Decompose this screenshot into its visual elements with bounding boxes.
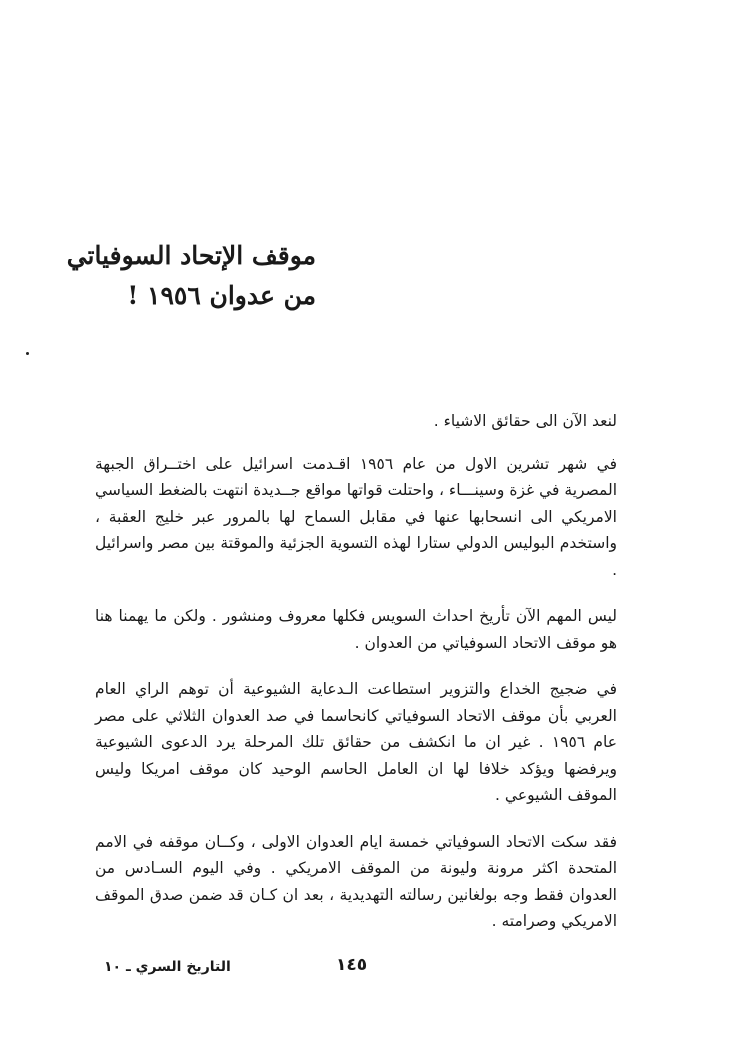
running-footer-title: التاريخ السري ـ ١٠ — [104, 959, 231, 975]
scan-speck — [26, 352, 29, 355]
paragraph-propaganda: في ضجيج الخداع والتزوير استطاعت الـدعاية الشيوعية أن توهم الراي العام العربي بأن موقف الاتحاد السوفياتي كانحاسما في صد العدوان الثلاثي على مصر عام ١٩٥٦ . غير ان ما انكشف من حقائق تلك المرحلة يرد الدعوى الشيوعية ويرفضها ويؤكد خلافا لها ان العامل الحاسم الوحيد كان موقف امريكا وليس الموقف الشيوعي . — [95, 680, 618, 804]
chapter-title — [56, 236, 316, 316]
paragraph-intro: لنعد الآن الى حقائق الاشياء . — [433, 412, 617, 430]
chapter-title-line-2: من عدوان ١٩٥٦ ! — [127, 281, 316, 310]
page-number: ١٤٥ — [336, 955, 368, 975]
paragraph-soviet-silence: فقد سكت الاتحاد السوفياتي خمسة ايام العدوان الاولى ، وكــان موقفه في الامم المتحدة اكثر مرونة وليونة من الموقف الامريكي . وفي اليوم السـادس من العدوان فقط وجه بولغانين رسالته التهديدية ، بعد ان كـان قد ضمن صدق الموقف الامريكي وصرامته . — [95, 832, 617, 930]
page-footer — [0, 955, 749, 985]
paragraph-october-1956: في شهر تشرين الاول من عام ١٩٥٦ اقـدمت اسرائيل على اختــراق الجبهة المصرية في غزة وسينـــاء ، واحتلت قواتها مواقع جــديدة انتهت بالضغط السياسي الامريكي الى انسحابها عنها في مقابل السماح لها بالمرور عبر خليج العقبة ، واستخدم البوليس الدولي ستارا لهذه التسوية الجزئية والموقتة بين مصر واسرائيل . — [95, 454, 617, 579]
chapter-title-line-1: موقف الإتحاد السوفياتي — [66, 241, 316, 270]
paragraph-suez-events: ليس المهم الآن تأريخ احداث السويس فكلها معروف ومنشور . ولكن ما يهمنا هنا هو موقف الاتحاد السوفياتي من العدوان . — [95, 607, 617, 652]
body-text — [95, 408, 617, 955]
